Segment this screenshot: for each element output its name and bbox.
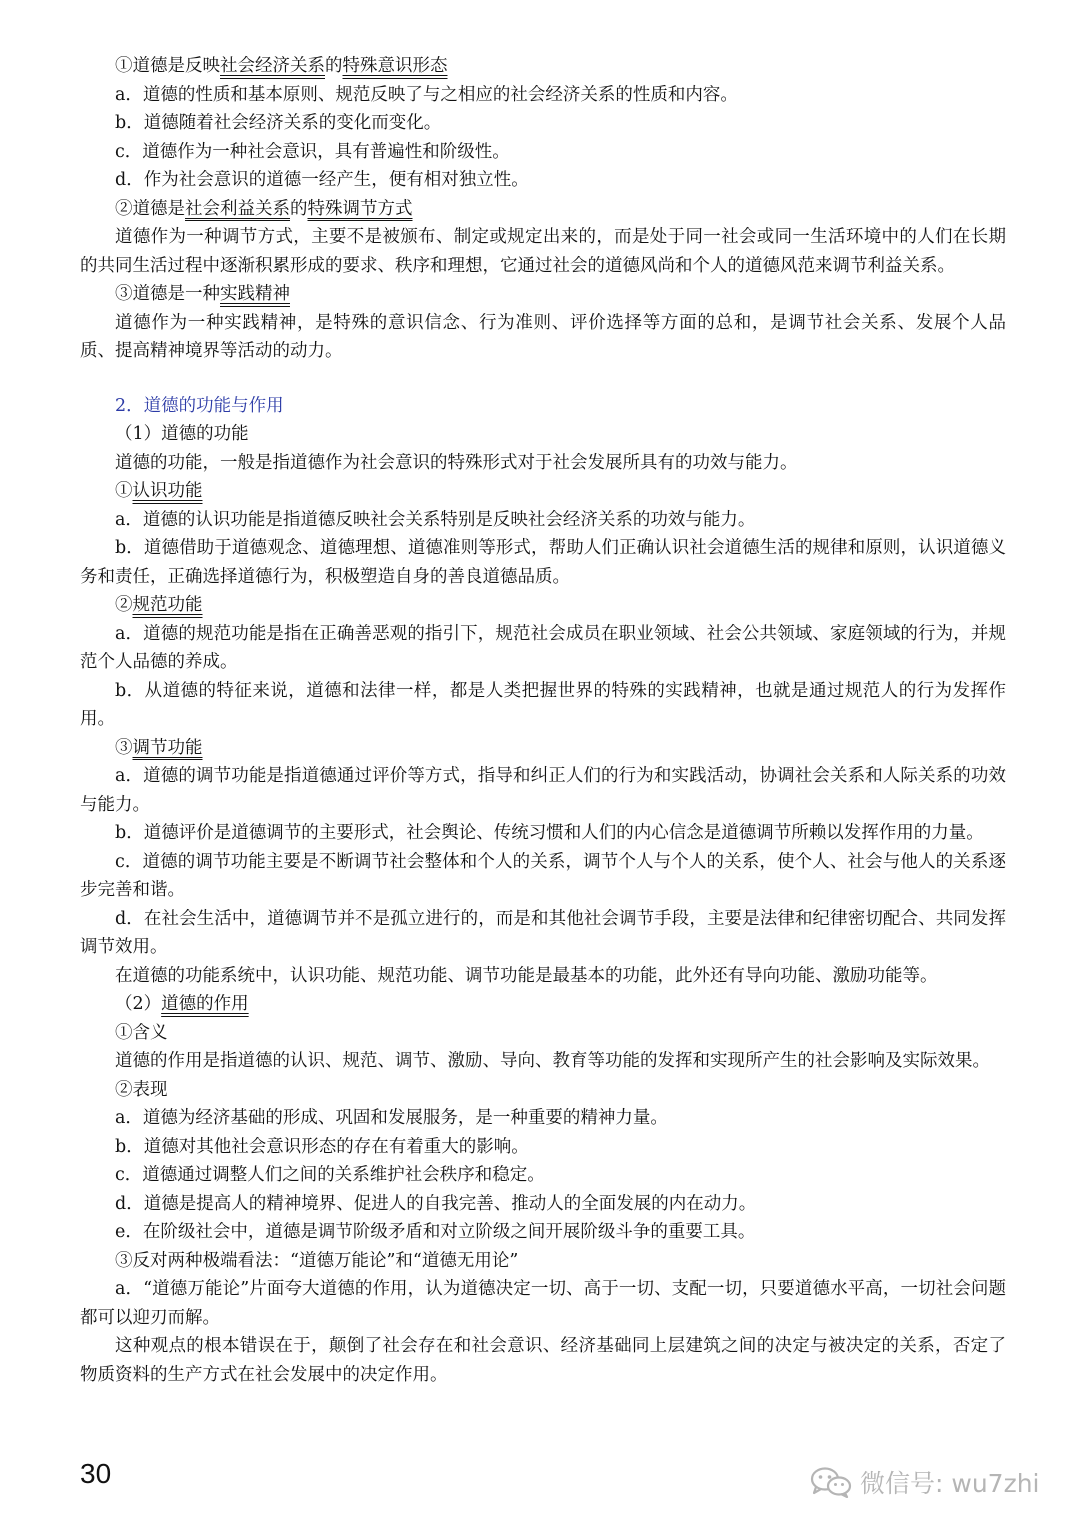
list-item: a．道德的性质和基本原则、规范反映了与之相应的社会经济关系的性质和内容。 [115,84,738,105]
function-3-number: ③ [115,737,133,758]
point-heading-1 [80,52,1006,81]
paragraph: a．道德的认识功能是指道德反映社会关系特别是反映社会经济关系的功效与能力。 [115,509,756,530]
function-heading-1 [80,477,1006,506]
paragraph: 道德的功能，一般是指道德作为社会意识的特殊形式对于社会发展所具有的功效与能力。 [115,452,798,473]
subsection-heading-2 [80,990,1006,1019]
paragraph: b．道德评价是道德调节的主要形式，社会舆论、传统习惯和人们的内心信念是道德调节所赖以发挥作用的力量。 [115,823,984,843]
point-3-underlined: 实践精神 [220,284,290,304]
list-item: a．道德为经济基础的形成、巩固和发展服务，是一种重要的精神力量。 [115,1108,668,1128]
watermark-text: 微信号: wu7zhi [860,1469,1040,1498]
wechat-watermark [810,1464,1039,1500]
list-item: b．道德随着社会经济关系的变化而变化。 [115,113,442,133]
paragraph: d．在社会生活中，道德调节并不是孤立进行的，而是和其他社会调节手段，主要是法律和纪律密切配合、共同发挥调节效用。 [80,908,1006,957]
paragraph: a．道德的调节功能是指道德通过评价等方式，指导和纠正人们的行为和实践活动，协调社会关系和人际关系的功效与能力。 [80,766,1006,815]
point-2-mid: 的 [290,198,308,219]
subsection-2-prefix: （2） [115,994,162,1014]
function-1-label: 认识功能 [132,481,203,501]
subsection-heading-1: （1）道德的功能 [115,424,249,444]
role-heading-3: ③反对两种极端看法：“道德万能论”和“道德无用论” [115,1250,519,1271]
page-number: 30 [80,1458,112,1489]
function-heading-2 [80,591,1006,620]
function-3-label: 调节功能 [132,737,203,758]
paragraph: a．道德的规范功能是指在正确善恶观的指引下，规范社会成员在职业领域、社会公共领域、家庭领域的行为，并规范个人品德的养成。 [80,623,1006,672]
paragraph: 道德作为一种实践精神，是特殊的意识信念、行为准则、评价选择等方面的总和，是调节社会关系、发展个人品质、提高精神境界等活动的动力。 [80,312,1006,361]
point-2-underlined-2: 特殊调节方式 [307,198,413,219]
point-heading-3 [80,280,1006,309]
role-heading-1: ①含义 [115,1022,168,1043]
function-2-number: ② [115,595,133,615]
list-item: e．在阶级社会中，道德是调节阶级矛盾和对立阶级之间开展阶级斗争的重要工具。 [115,1222,756,1242]
paragraph: 道德的作用是指道德的认识、规范、调节、激励、导向、教育等功能的发挥和实现所产生的社会影响及实际效果。 [115,1051,990,1071]
list-item: d．作为社会意识的道德一经产生，便有相对独立性。 [115,170,529,190]
page-content [80,52,1006,1389]
section-heading: 2．道德的功能与作用 [115,395,284,416]
function-2-label: 规范功能 [132,595,203,615]
point-heading-2 [80,195,1006,224]
paragraph: 在道德的功能系统中，认识功能、规范功能、调节功能是最基本的功能，此外还有导向功能、激励功能等。 [115,965,938,986]
paragraph: 道德作为一种调节方式，主要不是被颁布、制定或规定出来的，而是处于同一社会或同一生活环境中的人们在长期的共同生活过程中逐渐积累形成的要求、秩序和理想，它通过社会的道德风尚和个人的道德风范来调节利益关系。 [80,227,1006,276]
list-item: b．道德对其他社会意识形态的存在有着重大的影响。 [115,1136,529,1157]
list-item: c．道德通过调整人们之间的关系维护社会秩序和稳定。 [115,1165,545,1185]
wechat-icon [810,1466,852,1498]
role-heading-2: ②表现 [115,1079,168,1100]
paragraph: b．从道德的特征来说，道德和法律一样，都是人类把握世界的特殊的实践精神，也就是通过规范人的行为发挥作用。 [80,680,1006,729]
point-1-prefix: ①道德是反映 [115,56,220,76]
paragraph: a．“道德万能论”片面夸大道德的作用，认为道德决定一切、高于一切、支配一切，只要道德水平高，一切社会问题都可以迎刃而解。 [80,1279,1006,1328]
point-2-prefix: ②道德是 [115,198,185,219]
point-1-underlined-2: 特殊意识形态 [342,56,448,76]
point-3-prefix: ③道德是一种 [115,284,220,304]
point-1-underlined-1: 社会经济关系 [220,56,325,76]
list-item: d．道德是提高人的精神境界、促进人的自我完善、推动人的全面发展的内在动力。 [115,1193,757,1214]
paragraph: b．道德借助于道德观念、道德理想、道德准则等形式，帮助人们正确认识社会道德生活的规律和原则，认识道德义务和责任，正确选择道德行为，积极塑造自身的善良道德品质。 [80,538,1006,587]
subsection-2-label: 道德的作用 [161,994,249,1014]
point-1-mid: 的 [325,56,343,76]
paragraph: c．道德的调节功能主要是不断调节社会整体和个人的关系，调节个人与个人的关系，使个人、社会与他人的关系逐步完善和谐。 [80,851,1006,900]
function-heading-3 [80,734,1006,763]
paragraph: 这种观点的根本错误在于，颠倒了社会存在和社会意识、经济基础同上层建筑之间的决定与被决定的关系，否定了物质资料的生产方式在社会发展中的决定作用。 [80,1336,1006,1385]
list-item: c．道德作为一种社会意识，具有普遍性和阶级性。 [115,141,510,162]
point-2-underlined-1: 社会利益关系 [185,198,290,219]
function-1-number: ① [115,481,133,501]
